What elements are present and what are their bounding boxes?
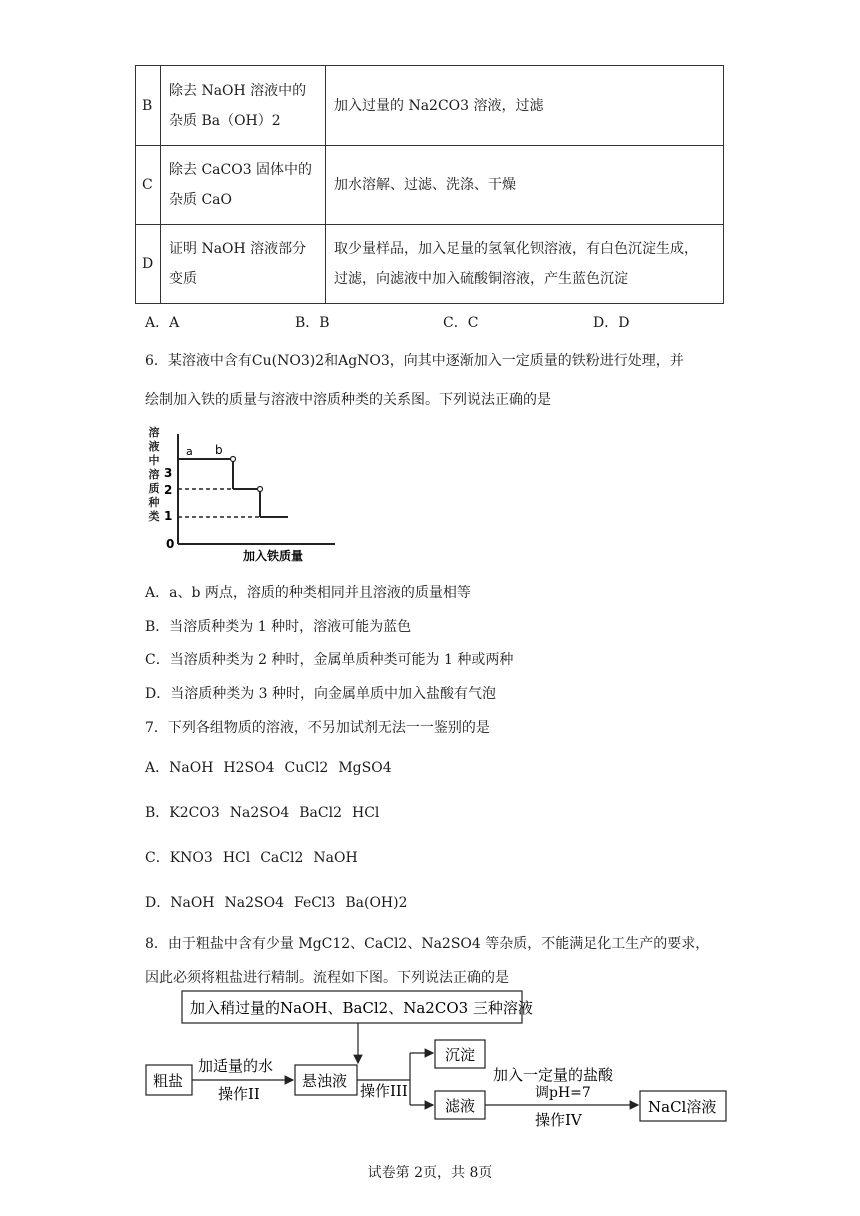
point-b-label: b — [215, 443, 223, 457]
ytick-0: 0 — [166, 537, 175, 551]
row-key: D — [136, 225, 161, 304]
table-row — [136, 66, 724, 146]
row-question — [161, 225, 326, 304]
q8-stem: 8．由于粗盐中含有少量 MgC12、CaCl2、Na2SO4 等杂质，不能满足化工生产的要求， — [145, 936, 710, 952]
ytick-2: 2 — [164, 483, 173, 497]
table-row — [136, 146, 724, 225]
choice-b[interactable]: B．B — [295, 315, 330, 331]
flow-op3-label: 操作III — [360, 1082, 408, 1100]
q5-choices — [145, 313, 745, 333]
row-answer-line: 过滤，向滤液中加入硫酸铜溶液，产生蓝色沉淀 — [334, 271, 628, 287]
q6-option-c[interactable]: C．当溶质种类为 2 种时，金属单质种类可能为 1 种或两种 — [145, 652, 514, 668]
flow-filtrate-label: 滤液 — [445, 1097, 476, 1115]
q7-stem: 7．下列各组物质的溶液，不另加试剂无法一一鉴别的是 — [145, 720, 490, 736]
flow-top-box-label: 加入稍过量的NaOH、BaCl2、Na2CO3 三种溶液 — [190, 999, 533, 1017]
ytick-1: 1 — [164, 509, 173, 523]
flow-crude-label: 粗盐 — [153, 1072, 184, 1090]
row-question-line: 杂质 Ba（OH）2 — [169, 112, 281, 129]
q6-stem: 6．某溶液中含有Cu(NO3)2和AgNO3，向其中逐渐加入一定质量的铁粉进行处理，并 — [145, 353, 684, 369]
page-footer: 试卷第 2页，共 8页 — [367, 1165, 493, 1181]
row-question — [161, 146, 326, 225]
graph-xlabel: 加入铁质量 — [243, 549, 304, 563]
row-question-line: 除去 NaOH 溶液中的 — [169, 82, 307, 99]
flow-nacl-label: NaCl溶液 — [648, 1098, 717, 1116]
q7-option-a[interactable]: A．NaOH H2SO4 CuCl2 MgSO4 — [145, 760, 392, 776]
flow-precipitate-label: 沉淀 — [445, 1046, 476, 1064]
flow-op2-label: 操作II — [218, 1085, 260, 1103]
flow-acid-label: 加入一定量的盐酸 — [493, 1066, 614, 1084]
ytick-3: 3 — [164, 466, 173, 480]
row-answer-line: 取少量样品，加入足量的氢氧化钡溶液，有白色沉淀生成， — [334, 241, 698, 257]
q7-option-b[interactable]: B．K2CO3 Na2SO4 BaCl2 HCl — [145, 805, 380, 821]
q7-option-d[interactable]: D．NaOH Na2SO4 FeCl3 Ba(OH)2 — [145, 895, 408, 911]
row-key: C — [136, 146, 161, 225]
choice-a[interactable]: A．A — [145, 315, 180, 331]
row-question-line: 变质 — [169, 271, 197, 287]
flow-suspension-label: 悬浊液 — [302, 1072, 348, 1090]
q8-stem: 因此必须将粗盐进行精制。流程如下图。下列说法正确的是 — [145, 970, 509, 986]
row-question-line: 杂质 CaO — [169, 192, 232, 208]
choice-c[interactable]: C．C — [443, 315, 479, 331]
row-answer-line: 加入过量的 Na2CO3 溶液，过滤 — [334, 97, 544, 114]
row-question-line: 除去 CaCO3 固体中的 — [169, 162, 313, 178]
graph-ylabel-text: 溶液中溶质种类 — [148, 426, 160, 523]
q6-stem: 绘制加入铁的质量与溶液中溶质种类的关系图。下列说法正确的是 — [145, 392, 551, 408]
q6-option-d[interactable]: D．当溶质种类为 3 种时，向金属单质中加入盐酸有气泡 — [145, 686, 497, 702]
row-question — [161, 66, 326, 146]
table-row — [136, 225, 724, 304]
choice-d[interactable]: D．D — [593, 315, 630, 331]
flow-water-label: 加适量的水 — [198, 1057, 274, 1075]
q6-graph — [140, 422, 340, 567]
options-table — [135, 65, 724, 304]
row-answer — [326, 225, 724, 304]
flow-ph-label: 调pH=7 — [535, 1085, 591, 1101]
q7-option-c[interactable]: C．KNO3 HCl CaCl2 NaOH — [145, 850, 358, 866]
row-answer-line: 加水溶解、过滤、洗涤、干燥 — [334, 177, 516, 193]
point-a-label: a — [186, 445, 193, 458]
row-question-line: 证明 NaOH 溶液部分 — [169, 241, 307, 257]
row-answer — [326, 146, 724, 225]
q8-flowchart — [140, 988, 740, 1138]
row-key: B — [136, 66, 161, 146]
row-answer — [326, 66, 724, 146]
graph-ylabel — [148, 425, 160, 523]
q6-option-a[interactable]: A．a、b 两点，溶质的种类相同并且溶液的质量相等 — [145, 585, 471, 601]
q6-option-b[interactable]: B．当溶质种类为 1 种时，溶液可能为蓝色 — [145, 619, 412, 635]
flow-op4-label: 操作IV — [535, 1111, 582, 1129]
